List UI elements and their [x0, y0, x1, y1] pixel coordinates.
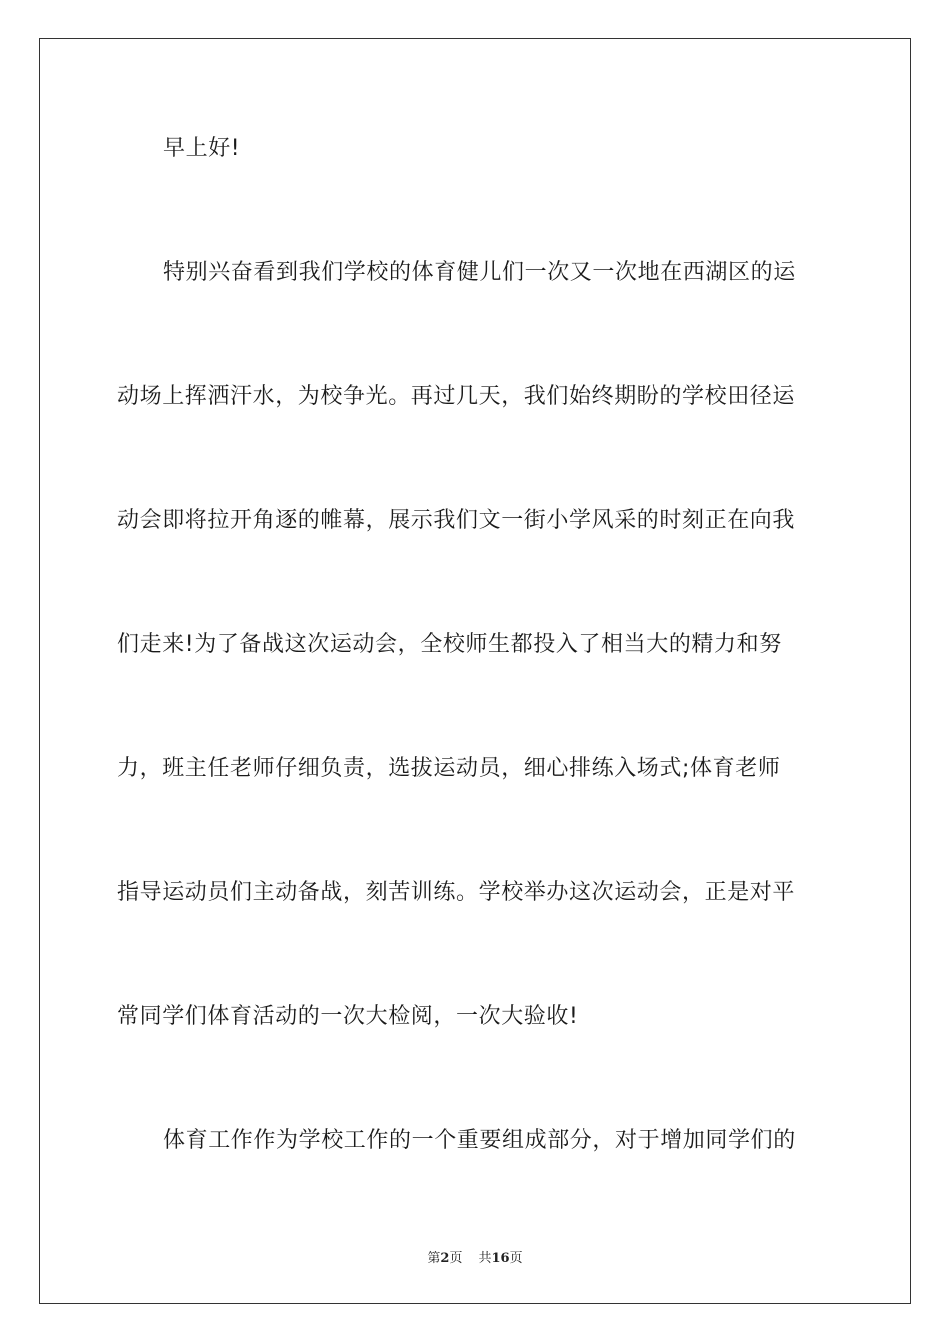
page-border: [39, 38, 911, 1304]
footer-total-prefix: 共: [478, 1251, 492, 1266]
footer-page-prefix: 第: [427, 1251, 441, 1266]
paragraph-2-line-1: 体育工作作为学校工作的一个重要组成部分，对于增加同学们的: [163, 1128, 796, 1153]
paragraph-1-line-2: 动场上挥洒汗水，为校争光。再过几天，我们始终期盼的学校田径运: [117, 384, 796, 409]
paragraph-1-line-1: 特别兴奋看到我们学校的体育健儿们一次又一次地在西湖区的运: [163, 260, 796, 285]
greeting-line: 早上好!: [163, 136, 241, 161]
page-footer: [0, 1247, 950, 1266]
footer-total-pages: 16: [491, 1251, 510, 1266]
paragraph-1-line-6: 指导运动员们主动备战，刻苦训练。学校举办这次运动会，正是对平: [117, 880, 796, 905]
paragraph-1-line-5: 力，班主任老师仔细负责，选拔运动员，细心排练入场式;体育老师: [117, 756, 781, 781]
footer-total-suffix: 页: [509, 1251, 523, 1266]
paragraph-1-line-3: 动会即将拉开角逐的帷幕，展示我们文一街小学风采的时刻正在向我: [117, 508, 796, 533]
footer-page-suffix: 页: [449, 1251, 463, 1266]
paragraph-1-line-4: 们走来!为了备战这次运动会，全校师生都投入了相当大的精力和努: [117, 632, 782, 657]
paragraph-1-line-7: 常同学们体育活动的一次大检阅，一次大验收!: [117, 1004, 579, 1029]
footer-page-number: 2: [440, 1251, 450, 1266]
